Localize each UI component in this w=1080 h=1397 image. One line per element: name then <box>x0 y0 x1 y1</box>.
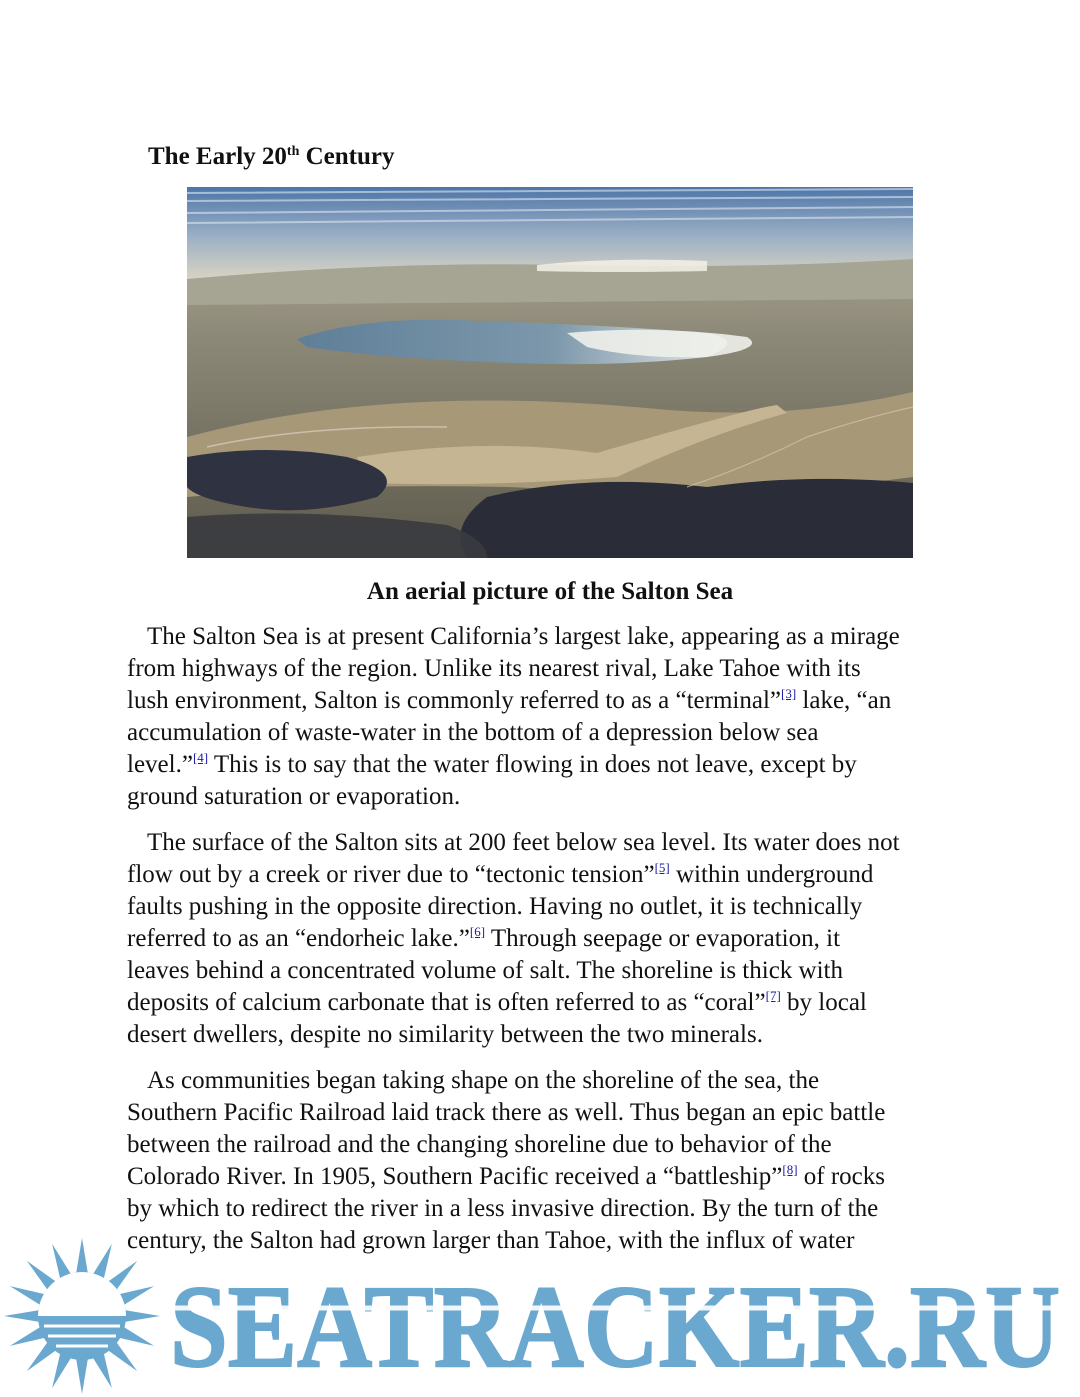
line <box>127 1163 885 1190</box>
line-text: by local <box>780 989 867 1016</box>
paragraph-2 <box>127 827 957 1051</box>
line: The surface of the Salton sits at 200 feet below sea level. Its water does not <box>147 829 900 856</box>
line-text: deposits of calcium carbonate that is often referred to as “coral” <box>127 989 766 1016</box>
line <box>127 989 867 1016</box>
line-text: level.” <box>127 751 193 778</box>
line-text: Through seepage or evaporation, it <box>485 925 841 952</box>
footnote-link-4[interactable]: [4] <box>192 750 209 765</box>
line: century, the Salton had grown larger than Tahoe, with the influx of water <box>127 1227 855 1254</box>
line: between the railroad and the changing shoreline due to behavior of the <box>127 1131 832 1158</box>
line: desert dwellers, despite no similarity between the two minerals. <box>127 1021 763 1048</box>
line <box>127 751 857 778</box>
footnote-link-7[interactable]: [7] <box>765 988 781 1003</box>
line <box>127 861 873 888</box>
line-text: lush environment, Salton is commonly referred to as a “terminal” <box>127 687 781 714</box>
line-text: of rocks <box>797 1163 886 1190</box>
paragraph-1 <box>127 621 957 813</box>
line: from highways of the region. Unlike its nearest rival, Lake Tahoe with its <box>127 655 861 682</box>
footnote-link-8[interactable]: [8] <box>782 1162 798 1177</box>
paragraph-3 <box>127 1065 957 1257</box>
heading-prefix: The Early 20 <box>148 143 287 170</box>
line: accumulation of waste-water in the bottom of a depression below sea <box>127 719 819 746</box>
line <box>127 925 840 952</box>
line: As communities began taking shape on the shoreline of the sea, the <box>147 1067 820 1094</box>
seatracker-watermark <box>0 1236 1080 1396</box>
line-text: Colorado River. In 1905, Southern Pacific received a “battleship” <box>127 1163 783 1190</box>
line-text: This is to say that the water flowing in does not leave, except by <box>208 751 857 778</box>
line-text: within underground <box>669 861 874 888</box>
photo-caption: An aerial picture of the Salton Sea <box>366 578 734 605</box>
line-text: flow out by a creek or river due to “tectonic tension” <box>127 861 655 888</box>
heading-superscript: th <box>286 144 300 159</box>
line <box>127 687 891 714</box>
line: ground saturation or evaporation. <box>127 783 461 810</box>
line: Southern Pacific Railroad laid track there as well. Thus began an epic battle <box>127 1099 886 1126</box>
sun-logo-icon <box>4 1238 160 1394</box>
heading-suffix: Century <box>299 143 395 170</box>
footnote-link-3[interactable]: [3] <box>780 686 797 701</box>
line-text: lake, “an <box>796 687 892 714</box>
line: leaves behind a concentrated volume of salt. The shoreline is thick with <box>127 957 843 984</box>
line: faults pushing in the opposite direction. Having no outlet, it is technically <box>127 893 863 920</box>
section-heading <box>148 138 395 176</box>
article-body <box>127 621 957 1271</box>
salton-sea-aerial-photo <box>187 187 913 558</box>
line-text: referred to as an “endorheic lake.” <box>127 925 470 952</box>
footnote-link-6[interactable]: [6] <box>469 924 486 939</box>
line: by which to redirect the river in a less invasive direction. By the turn of the <box>127 1195 879 1222</box>
line: The Salton Sea is at present California’s largest lake, appearing as a mirage <box>147 623 900 650</box>
watermark-text: SEATRACKER.RU <box>170 1261 1060 1392</box>
footnote-link-5[interactable]: [5] <box>654 860 670 875</box>
